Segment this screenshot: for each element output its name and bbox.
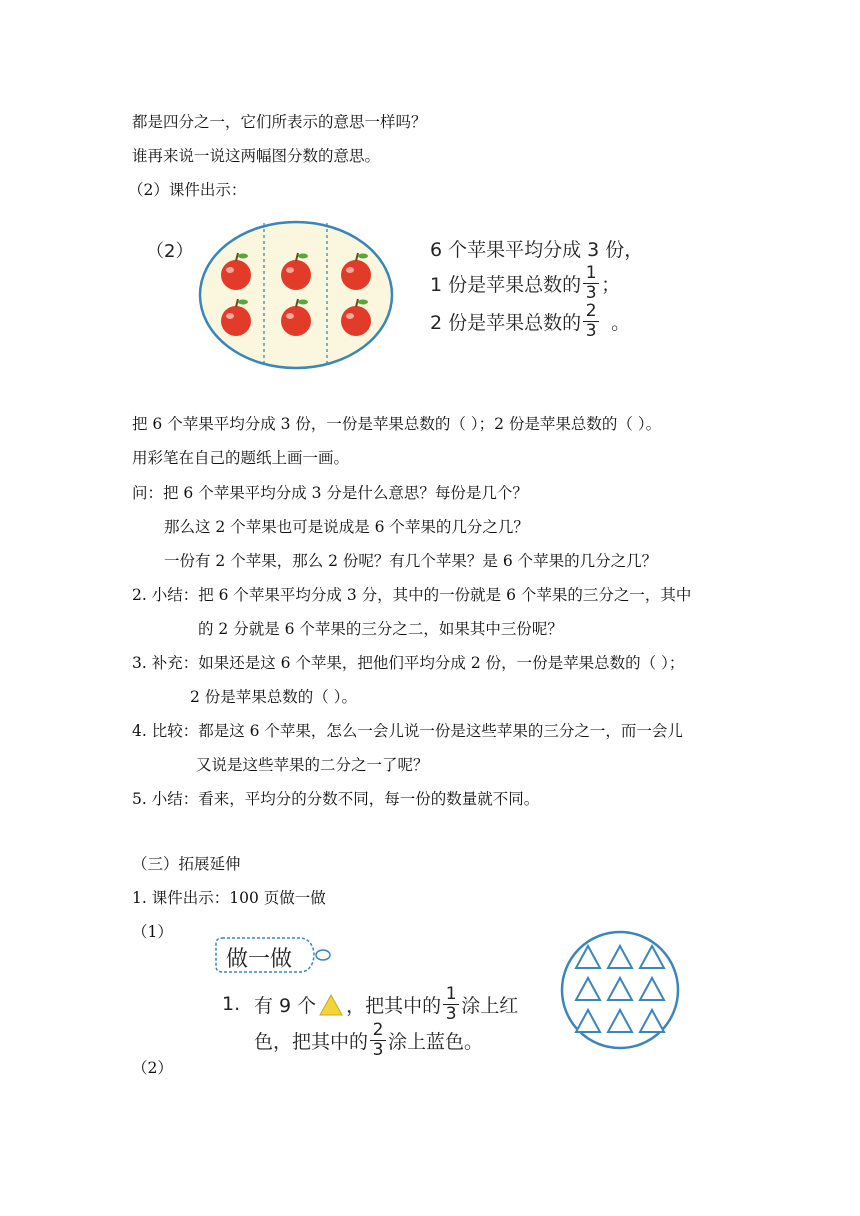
figure-label: （2） xyxy=(146,241,194,262)
apple-text-2 xyxy=(430,265,620,302)
fraction-one-third xyxy=(443,986,459,1023)
denominator: 3 xyxy=(372,1040,384,1060)
apple-figure xyxy=(140,215,660,375)
exercise-number: 1. xyxy=(222,993,241,1015)
text-line: 谁再来说一说这两幅图分数的意思。 xyxy=(132,147,381,165)
exercise-text-1 xyxy=(254,986,518,1023)
exercise-text-1b: ，把其中的 xyxy=(346,995,442,1017)
apple-plate xyxy=(198,215,458,375)
text-line: 4. 比较：都是这 6 个苹果，怎么一会儿说一份是这些苹果的三分之一，而一会儿 xyxy=(132,722,683,740)
text-line: 一份有 2 个苹果，那么 2 份呢？有几个苹果？是 6 个苹果的几分之几？ xyxy=(164,552,658,570)
apple-text-2b: ； xyxy=(601,274,621,296)
fraction-two-thirds xyxy=(583,303,599,340)
text-line: 都是四分之一，它们所表示的意思一样吗？ xyxy=(132,113,427,131)
denominator: 3 xyxy=(585,321,597,341)
triangle-icon xyxy=(318,993,344,1017)
text-line: 1. 课件出示：100 页做一做 xyxy=(132,889,326,907)
apple-text-2a: 1 份是苹果总数的 xyxy=(430,274,582,296)
numerator: 2 xyxy=(372,1020,384,1040)
text-line: 2. 小结：把 6 个苹果平均分成 3 分，其中的一份就是 6 个苹果的三分之一，其中 xyxy=(132,586,692,604)
apple-text-3b: 。 xyxy=(611,312,631,334)
text-line: 5. 小结：看来，平均分的分数不同，每一份的数量就不同。 xyxy=(132,790,540,808)
apple-text-3a: 2 份是苹果总数的 xyxy=(430,312,582,334)
text-line: 的 2 分就是 6 个苹果的三分之二，如果其中三份呢？ xyxy=(198,620,563,638)
text-line: 又说是这些苹果的二分之一了呢？ xyxy=(196,756,429,774)
text-line: （2） xyxy=(132,1059,173,1077)
exercise-text-2 xyxy=(254,1022,483,1059)
text-line: 3. 补充：如果还是这 6 个苹果，把他们平均分成 2 份，一份是苹果总数的（ ）； xyxy=(132,654,685,672)
exercise-figure xyxy=(212,922,682,1067)
text-line: 问：把 6 个苹果平均分成 3 分是什么意思？每份是几个？ xyxy=(132,484,528,502)
text-line: （1） xyxy=(132,923,173,941)
denominator: 3 xyxy=(585,283,597,303)
text-line: （2）课件出示： xyxy=(128,181,247,199)
exercise-text-1a: 有 9 个 xyxy=(254,995,317,1017)
numerator: 1 xyxy=(585,263,597,283)
text-line: 那么这 2 个苹果也可是说成是 6 个苹果的几分之几？ xyxy=(164,518,529,536)
exercise-text-2a: 色，把其中的 xyxy=(254,1031,369,1053)
exercise-text-2b: 涂上蓝色。 xyxy=(388,1031,484,1053)
numerator: 2 xyxy=(585,301,597,321)
text-line: 用彩笔在自己的题纸上画一画。 xyxy=(132,449,350,467)
exercise-text-1c: 涂上红 xyxy=(461,995,519,1017)
denominator: 3 xyxy=(445,1004,457,1024)
numerator: 1 xyxy=(445,984,457,1004)
fraction-two-thirds xyxy=(370,1022,386,1059)
fraction-one-third xyxy=(583,265,599,302)
apple-text-1: 6 个苹果平均分成 3 份， xyxy=(430,239,644,261)
text-line: 2 份是苹果总数的（ ）。 xyxy=(190,688,357,706)
text-line: 把 6 个苹果平均分成 3 份，一份是苹果总数的（ ）；2 份是苹果总数的（ ）。 xyxy=(132,415,662,433)
section-heading: （三）拓展延伸 xyxy=(132,855,241,873)
apple-text-3 xyxy=(430,303,630,340)
exercise-badge-label: 做一做 xyxy=(226,947,293,972)
triangle-circle xyxy=(558,928,682,1052)
